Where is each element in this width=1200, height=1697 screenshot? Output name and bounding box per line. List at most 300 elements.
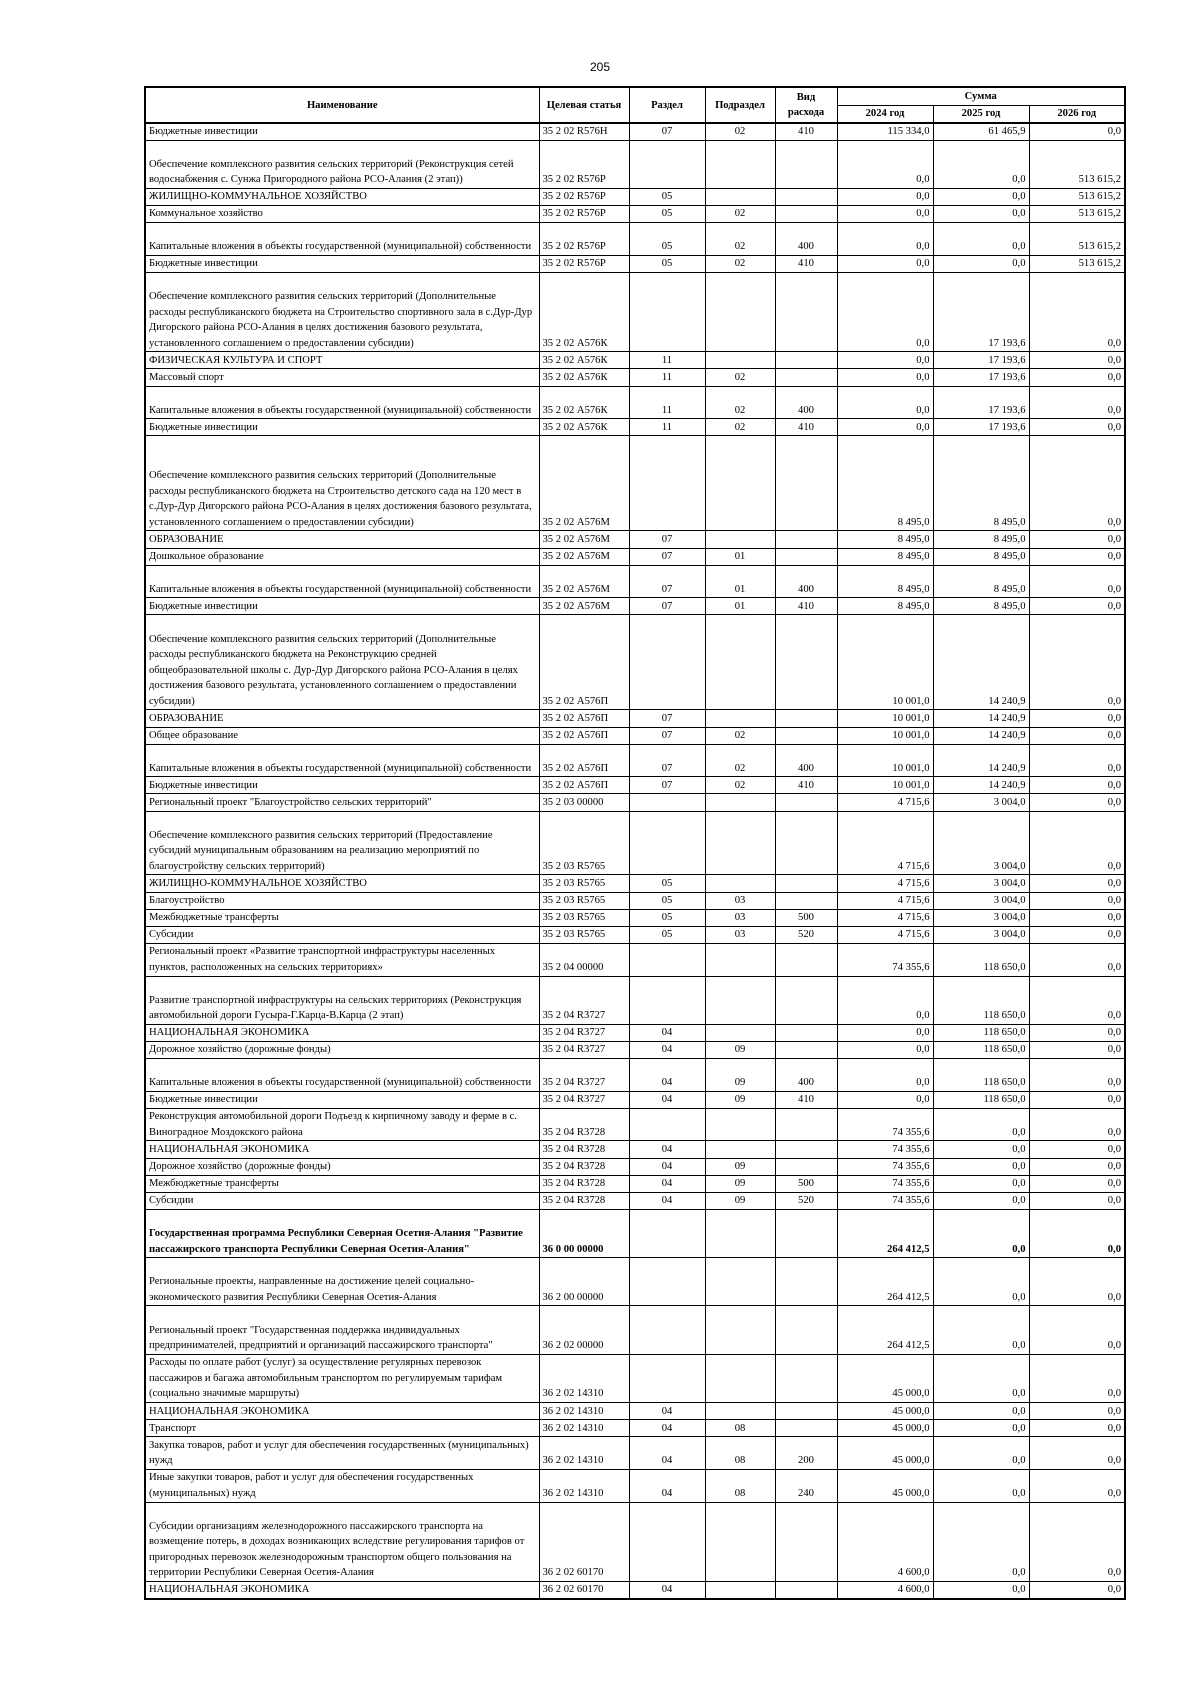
table-row xyxy=(145,1158,1125,1175)
cell-expense-type: 400 xyxy=(775,386,837,419)
cell-sum-2024: 0,0 xyxy=(837,223,933,256)
cell-section: 11 xyxy=(629,369,705,386)
cell-sum-2025: 0,0 xyxy=(933,1354,1029,1402)
cell-target-article: 35 2 02 R576Р xyxy=(539,205,629,222)
cell-name: Бюджетные инвестиции xyxy=(145,598,539,615)
cell-sum-2025: 118 650,0 xyxy=(933,976,1029,1024)
table-header xyxy=(145,87,1125,123)
cell-sum-2026: 0,0 xyxy=(1029,1502,1125,1582)
cell-sum-2024: 0,0 xyxy=(837,255,933,272)
cell-expense-type xyxy=(775,272,837,352)
cell-sum-2024: 8 495,0 xyxy=(837,548,933,565)
cell-sum-2026: 0,0 xyxy=(1029,436,1125,531)
cell-subsection: 08 xyxy=(705,1420,775,1437)
cell-target-article: 35 2 02 R576Р xyxy=(539,140,629,188)
table-row xyxy=(145,926,1125,943)
table-row xyxy=(145,1192,1125,1209)
cell-sum-2025: 0,0 xyxy=(933,1175,1029,1192)
table-row xyxy=(145,943,1125,976)
cell-subsection: 02 xyxy=(705,744,775,777)
cell-subsection: 02 xyxy=(705,727,775,744)
table-row xyxy=(145,1209,1125,1257)
cell-expense-type: 410 xyxy=(775,598,837,615)
cell-expense-type xyxy=(775,811,837,875)
cell-target-article: 35 2 03 R5765 xyxy=(539,926,629,943)
cell-section: 04 xyxy=(629,1024,705,1041)
cell-sum-2025: 3 004,0 xyxy=(933,926,1029,943)
cell-target-article: 36 2 00 00000 xyxy=(539,1258,629,1306)
cell-expense-type: 500 xyxy=(775,1175,837,1192)
cell-sum-2026: 0,0 xyxy=(1029,386,1125,419)
cell-section: 05 xyxy=(629,223,705,256)
cell-sum-2026: 0,0 xyxy=(1029,1058,1125,1091)
table-row xyxy=(145,1582,1125,1599)
cell-sum-2026: 0,0 xyxy=(1029,1141,1125,1158)
cell-target-article: 35 2 02 R576Р xyxy=(539,188,629,205)
cell-sum-2026: 0,0 xyxy=(1029,419,1125,436)
cell-expense-type xyxy=(775,1141,837,1158)
cell-sum-2024: 74 355,6 xyxy=(837,1158,933,1175)
cell-sum-2024: 264 412,5 xyxy=(837,1306,933,1354)
cell-target-article: 36 2 02 14310 xyxy=(539,1437,629,1470)
cell-section: 07 xyxy=(629,744,705,777)
cell-sum-2025: 14 240,9 xyxy=(933,710,1029,727)
cell-expense-type xyxy=(775,1258,837,1306)
cell-section: 07 xyxy=(629,727,705,744)
cell-expense-type: 400 xyxy=(775,1058,837,1091)
cell-subsection xyxy=(705,1306,775,1354)
cell-name: Расходы по оплате работ (услуг) за осуществление регулярных перевозок пассажиров и багажа автомобильным транспортом по регулируемым тарифам (социально значимые маршруты) xyxy=(145,1354,539,1402)
cell-expense-type: 240 xyxy=(775,1469,837,1502)
cell-section: 04 xyxy=(629,1091,705,1108)
cell-name: Региональные проекты, направленные на достижение целей социально-экономического развития Республики Северная Осетия-Алания xyxy=(145,1258,539,1306)
table-row xyxy=(145,1141,1125,1158)
cell-section: 05 xyxy=(629,875,705,892)
cell-subsection xyxy=(705,436,775,531)
cell-section: 04 xyxy=(629,1192,705,1209)
cell-sum-2025: 3 004,0 xyxy=(933,875,1029,892)
table-row xyxy=(145,255,1125,272)
cell-target-article: 35 2 02 А576П xyxy=(539,744,629,777)
cell-target-article: 35 2 04 R3728 xyxy=(539,1158,629,1175)
cell-expense-type xyxy=(775,1306,837,1354)
cell-target-article: 35 2 02 А576П xyxy=(539,710,629,727)
cell-subsection xyxy=(705,794,775,811)
table-row xyxy=(145,598,1125,615)
cell-sum-2024: 10 001,0 xyxy=(837,710,933,727)
cell-sum-2025: 0,0 xyxy=(933,1420,1029,1437)
cell-subsection: 02 xyxy=(705,205,775,222)
cell-sum-2026: 0,0 xyxy=(1029,1582,1125,1599)
cell-subsection: 02 xyxy=(705,123,775,140)
cell-section xyxy=(629,272,705,352)
cell-sum-2026: 0,0 xyxy=(1029,875,1125,892)
cell-subsection: 01 xyxy=(705,548,775,565)
cell-target-article: 35 2 02 А576М xyxy=(539,436,629,531)
table-row xyxy=(145,1058,1125,1091)
header-target-article: Целевая статья xyxy=(539,87,629,123)
cell-name: Дорожное хозяйство (дорожные фонды) xyxy=(145,1158,539,1175)
cell-sum-2026: 0,0 xyxy=(1029,272,1125,352)
cell-sum-2025: 17 193,6 xyxy=(933,369,1029,386)
cell-name: Закупка товаров, работ и услуг для обеспечения государственных (муниципальных) нужд xyxy=(145,1437,539,1470)
cell-name: ЖИЛИЩНО-КОММУНАЛЬНОЕ ХОЗЯЙСТВО xyxy=(145,875,539,892)
cell-sum-2025: 118 650,0 xyxy=(933,1041,1029,1058)
cell-sum-2024: 0,0 xyxy=(837,188,933,205)
cell-target-article: 36 2 02 14310 xyxy=(539,1403,629,1420)
cell-target-article: 35 2 02 А576К xyxy=(539,386,629,419)
cell-target-article: 35 2 02 А576К xyxy=(539,352,629,369)
cell-sum-2024: 8 495,0 xyxy=(837,565,933,598)
cell-expense-type xyxy=(775,1403,837,1420)
table-row xyxy=(145,436,1125,531)
cell-name: Региональный проект "Благоустройство сельских территорий" xyxy=(145,794,539,811)
cell-target-article: 35 2 04 R3728 xyxy=(539,1108,629,1141)
cell-sum-2024: 0,0 xyxy=(837,1058,933,1091)
cell-expense-type xyxy=(775,369,837,386)
cell-expense-type xyxy=(775,531,837,548)
cell-section: 04 xyxy=(629,1175,705,1192)
cell-sum-2025: 17 193,6 xyxy=(933,386,1029,419)
cell-sum-2024: 4 715,6 xyxy=(837,909,933,926)
cell-subsection: 01 xyxy=(705,598,775,615)
cell-sum-2026: 0,0 xyxy=(1029,943,1125,976)
cell-name: НАЦИОНАЛЬНАЯ ЭКОНОМИКА xyxy=(145,1582,539,1599)
cell-section: 07 xyxy=(629,548,705,565)
cell-subsection xyxy=(705,1403,775,1420)
cell-section xyxy=(629,436,705,531)
cell-target-article: 36 2 02 14310 xyxy=(539,1354,629,1402)
cell-subsection xyxy=(705,1354,775,1402)
cell-target-article: 35 2 03 00000 xyxy=(539,794,629,811)
cell-subsection xyxy=(705,943,775,976)
cell-sum-2024: 74 355,6 xyxy=(837,1141,933,1158)
cell-sum-2025: 3 004,0 xyxy=(933,811,1029,875)
table-row xyxy=(145,875,1125,892)
table-row xyxy=(145,1041,1125,1058)
cell-expense-type xyxy=(775,976,837,1024)
cell-subsection: 02 xyxy=(705,386,775,419)
cell-subsection xyxy=(705,272,775,352)
cell-subsection xyxy=(705,140,775,188)
cell-sum-2026: 0,0 xyxy=(1029,1258,1125,1306)
cell-expense-type xyxy=(775,188,837,205)
cell-sum-2024: 115 334,0 xyxy=(837,123,933,140)
cell-sum-2024: 4 715,6 xyxy=(837,892,933,909)
cell-name: Бюджетные инвестиции xyxy=(145,419,539,436)
cell-subsection: 03 xyxy=(705,926,775,943)
cell-expense-type xyxy=(775,710,837,727)
cell-sum-2026: 0,0 xyxy=(1029,369,1125,386)
cell-name: Обеспечение комплексного развития сельских территорий (Дополнительные расходы республиканского бюджета на Реконструкцию средней общеобразовательной школы с. Дур-Дур Дигорского района РСО-Алания в целях достижения базового результата, установленного соглашением о предоставлении субсидии) xyxy=(145,615,539,710)
cell-sum-2026: 0,0 xyxy=(1029,1041,1125,1058)
cell-expense-type xyxy=(775,1502,837,1582)
table-row xyxy=(145,794,1125,811)
cell-sum-2025: 14 240,9 xyxy=(933,777,1029,794)
cell-sum-2025: 17 193,6 xyxy=(933,272,1029,352)
cell-sum-2025: 61 465,9 xyxy=(933,123,1029,140)
cell-sum-2024: 264 412,5 xyxy=(837,1209,933,1257)
cell-name: Массовый спорт xyxy=(145,369,539,386)
cell-subsection xyxy=(705,1108,775,1141)
cell-sum-2024: 74 355,6 xyxy=(837,1108,933,1141)
cell-sum-2024: 0,0 xyxy=(837,1091,933,1108)
cell-sum-2026: 0,0 xyxy=(1029,1437,1125,1470)
cell-sum-2026: 513 615,2 xyxy=(1029,205,1125,222)
cell-name: Развитие транспортной инфраструктуры на сельских территориях (Реконструкция автомобильной дороги Гусыра-Г.Карца-В.Карца (2 этап) xyxy=(145,976,539,1024)
cell-expense-type: 400 xyxy=(775,744,837,777)
header-name: Наименование xyxy=(145,87,539,123)
cell-sum-2025: 0,0 xyxy=(933,1437,1029,1470)
cell-expense-type xyxy=(775,140,837,188)
cell-section: 04 xyxy=(629,1403,705,1420)
cell-section: 05 xyxy=(629,909,705,926)
cell-target-article: 35 2 04 R3728 xyxy=(539,1141,629,1158)
cell-sum-2025: 0,0 xyxy=(933,1141,1029,1158)
cell-target-article: 35 2 03 R5765 xyxy=(539,892,629,909)
cell-target-article: 35 2 02 А576К xyxy=(539,369,629,386)
cell-sum-2024: 4 600,0 xyxy=(837,1502,933,1582)
cell-subsection: 09 xyxy=(705,1192,775,1209)
cell-target-article: 35 2 02 А576М xyxy=(539,565,629,598)
cell-sum-2025: 3 004,0 xyxy=(933,909,1029,926)
table-row xyxy=(145,531,1125,548)
cell-sum-2026: 0,0 xyxy=(1029,744,1125,777)
cell-expense-type xyxy=(775,1108,837,1141)
cell-subsection: 02 xyxy=(705,419,775,436)
cell-section: 04 xyxy=(629,1041,705,1058)
table-row xyxy=(145,188,1125,205)
cell-section: 04 xyxy=(629,1158,705,1175)
cell-sum-2026: 513 615,2 xyxy=(1029,255,1125,272)
cell-name: Обеспечение комплексного развития сельских территорий (Дополнительные расходы республиканского бюджета на Строительство спортивного зала в с.Дур-Дур Дигорского района РСО-Алания в целях достижения базового результата, установленного соглашением о предоставлении субсидии) xyxy=(145,272,539,352)
cell-name: ОБРАЗОВАНИЕ xyxy=(145,710,539,727)
table-row xyxy=(145,976,1125,1024)
cell-target-article: 36 0 00 00000 xyxy=(539,1209,629,1257)
table-row xyxy=(145,369,1125,386)
cell-expense-type: 520 xyxy=(775,1192,837,1209)
cell-sum-2024: 0,0 xyxy=(837,369,933,386)
cell-sum-2024: 10 001,0 xyxy=(837,777,933,794)
cell-sum-2025: 118 650,0 xyxy=(933,1024,1029,1041)
cell-sum-2024: 0,0 xyxy=(837,1041,933,1058)
cell-target-article: 35 2 02 А576П xyxy=(539,615,629,710)
table-row xyxy=(145,892,1125,909)
cell-sum-2025: 0,0 xyxy=(933,188,1029,205)
table-row xyxy=(145,548,1125,565)
cell-sum-2024: 8 495,0 xyxy=(837,531,933,548)
cell-sum-2024: 4 715,6 xyxy=(837,811,933,875)
cell-sum-2026: 513 615,2 xyxy=(1029,223,1125,256)
cell-subsection: 02 xyxy=(705,223,775,256)
cell-section: 07 xyxy=(629,565,705,598)
cell-sum-2025: 14 240,9 xyxy=(933,744,1029,777)
cell-name: Капитальные вложения в объекты государственной (муниципальной) собственности xyxy=(145,386,539,419)
cell-subsection: 03 xyxy=(705,909,775,926)
cell-sum-2025: 0,0 xyxy=(933,205,1029,222)
table-row xyxy=(145,1258,1125,1306)
cell-expense-type xyxy=(775,1420,837,1437)
cell-expense-type: 410 xyxy=(775,255,837,272)
cell-sum-2024: 0,0 xyxy=(837,272,933,352)
cell-sum-2024: 4 600,0 xyxy=(837,1582,933,1599)
cell-name: Общее образование xyxy=(145,727,539,744)
cell-expense-type: 200 xyxy=(775,1437,837,1470)
cell-section xyxy=(629,140,705,188)
cell-section: 04 xyxy=(629,1141,705,1158)
cell-sum-2025: 0,0 xyxy=(933,255,1029,272)
cell-section: 04 xyxy=(629,1582,705,1599)
cell-expense-type xyxy=(775,548,837,565)
cell-sum-2026: 0,0 xyxy=(1029,976,1125,1024)
cell-sum-2026: 0,0 xyxy=(1029,352,1125,369)
cell-name: Межбюджетные трансферты xyxy=(145,909,539,926)
cell-sum-2024: 45 000,0 xyxy=(837,1437,933,1470)
cell-subsection xyxy=(705,811,775,875)
cell-section: 07 xyxy=(629,598,705,615)
cell-sum-2026: 0,0 xyxy=(1029,548,1125,565)
cell-sum-2025: 0,0 xyxy=(933,223,1029,256)
cell-expense-type xyxy=(775,205,837,222)
cell-name: Субсидии xyxy=(145,1192,539,1209)
cell-expense-type: 410 xyxy=(775,1091,837,1108)
table-row xyxy=(145,1420,1125,1437)
cell-subsection: 02 xyxy=(705,255,775,272)
cell-subsection: 01 xyxy=(705,565,775,598)
cell-sum-2025: 17 193,6 xyxy=(933,419,1029,436)
cell-sum-2024: 4 715,6 xyxy=(837,875,933,892)
cell-name: Субсидии организациям железнодорожного пассажирского транспорта на возмещение потерь, в доходах возникающих вследствие регулирования тарифов от пригородных перевозок железнодорожным транспортом общего пользования на территории Республики Северная Осетия-Алания xyxy=(145,1502,539,1582)
cell-target-article: 35 2 04 R3727 xyxy=(539,976,629,1024)
table-row xyxy=(145,223,1125,256)
cell-section xyxy=(629,1306,705,1354)
cell-sum-2025: 118 650,0 xyxy=(933,943,1029,976)
table-row xyxy=(145,140,1125,188)
cell-section: 04 xyxy=(629,1058,705,1091)
cell-sum-2024: 4 715,6 xyxy=(837,794,933,811)
cell-name: Дошкольное образование xyxy=(145,548,539,565)
cell-subsection: 08 xyxy=(705,1469,775,1502)
cell-target-article: 35 2 03 R5765 xyxy=(539,875,629,892)
cell-subsection xyxy=(705,1502,775,1582)
table-row xyxy=(145,1024,1125,1041)
table-row xyxy=(145,710,1125,727)
table-row xyxy=(145,1469,1125,1502)
cell-expense-type xyxy=(775,892,837,909)
cell-name: Капитальные вложения в объекты государственной (муниципальной) собственности xyxy=(145,744,539,777)
cell-sum-2025: 14 240,9 xyxy=(933,727,1029,744)
cell-sum-2025: 118 650,0 xyxy=(933,1091,1029,1108)
cell-name: Дорожное хозяйство (дорожные фонды) xyxy=(145,1041,539,1058)
cell-subsection xyxy=(705,1209,775,1257)
page-number: 205 xyxy=(589,60,611,74)
cell-expense-type: 520 xyxy=(775,926,837,943)
cell-sum-2026: 0,0 xyxy=(1029,1024,1125,1041)
cell-name: Межбюджетные трансферты xyxy=(145,1175,539,1192)
cell-sum-2025: 0,0 xyxy=(933,1306,1029,1354)
cell-sum-2025: 0,0 xyxy=(933,1158,1029,1175)
header-year-2024: 2024 год xyxy=(837,105,933,123)
cell-name: ЖИЛИЩНО-КОММУНАЛЬНОЕ ХОЗЯЙСТВО xyxy=(145,188,539,205)
cell-name: Субсидии xyxy=(145,926,539,943)
cell-sum-2024: 45 000,0 xyxy=(837,1420,933,1437)
cell-target-article: 35 2 02 R576Н xyxy=(539,123,629,140)
cell-expense-type xyxy=(775,1024,837,1041)
cell-section: 07 xyxy=(629,777,705,794)
cell-sum-2026: 0,0 xyxy=(1029,892,1125,909)
cell-target-article: 36 2 02 60170 xyxy=(539,1582,629,1599)
cell-target-article: 36 2 02 14310 xyxy=(539,1420,629,1437)
cell-expense-type xyxy=(775,1354,837,1402)
cell-sum-2026: 0,0 xyxy=(1029,1158,1125,1175)
table-row xyxy=(145,1354,1125,1402)
cell-sum-2025: 17 193,6 xyxy=(933,352,1029,369)
cell-sum-2025: 0,0 xyxy=(933,1469,1029,1502)
cell-name: Коммунальное хозяйство xyxy=(145,205,539,222)
cell-subsection xyxy=(705,531,775,548)
table-row xyxy=(145,1502,1125,1582)
cell-section: 07 xyxy=(629,710,705,727)
cell-sum-2026: 0,0 xyxy=(1029,1091,1125,1108)
cell-subsection: 09 xyxy=(705,1058,775,1091)
cell-section: 04 xyxy=(629,1469,705,1502)
cell-target-article: 35 2 02 А576М xyxy=(539,531,629,548)
cell-sum-2025: 0,0 xyxy=(933,1502,1029,1582)
cell-subsection xyxy=(705,1141,775,1158)
cell-subsection xyxy=(705,710,775,727)
cell-expense-type: 410 xyxy=(775,777,837,794)
table-row xyxy=(145,1175,1125,1192)
budget-table xyxy=(144,86,1126,1600)
cell-sum-2025: 14 240,9 xyxy=(933,615,1029,710)
cell-section: 05 xyxy=(629,926,705,943)
cell-name: Бюджетные инвестиции xyxy=(145,1091,539,1108)
cell-target-article: 35 2 03 R5765 xyxy=(539,811,629,875)
cell-sum-2025: 0,0 xyxy=(933,1403,1029,1420)
cell-section xyxy=(629,1209,705,1257)
cell-sum-2025: 0,0 xyxy=(933,140,1029,188)
cell-subsection: 03 xyxy=(705,892,775,909)
cell-sum-2025: 8 495,0 xyxy=(933,531,1029,548)
cell-expense-type xyxy=(775,727,837,744)
cell-sum-2024: 10 001,0 xyxy=(837,744,933,777)
cell-subsection: 09 xyxy=(705,1175,775,1192)
cell-target-article: 35 2 03 R5765 xyxy=(539,909,629,926)
cell-sum-2025: 0,0 xyxy=(933,1258,1029,1306)
cell-sum-2024: 10 001,0 xyxy=(837,615,933,710)
cell-sum-2025: 8 495,0 xyxy=(933,548,1029,565)
cell-expense-type xyxy=(775,794,837,811)
cell-subsection xyxy=(705,615,775,710)
cell-sum-2026: 0,0 xyxy=(1029,123,1125,140)
header-year-2025: 2025 год xyxy=(933,105,1029,123)
cell-section: 05 xyxy=(629,255,705,272)
cell-sum-2024: 0,0 xyxy=(837,976,933,1024)
cell-subsection: 02 xyxy=(705,777,775,794)
cell-sum-2026: 0,0 xyxy=(1029,1420,1125,1437)
table-row xyxy=(145,909,1125,926)
cell-sum-2024: 0,0 xyxy=(837,386,933,419)
cell-sum-2026: 0,0 xyxy=(1029,1354,1125,1402)
cell-name: Благоустройство xyxy=(145,892,539,909)
cell-section xyxy=(629,976,705,1024)
cell-sum-2025: 3 004,0 xyxy=(933,794,1029,811)
cell-sum-2026: 0,0 xyxy=(1029,727,1125,744)
cell-sum-2025: 8 495,0 xyxy=(933,598,1029,615)
cell-sum-2025: 118 650,0 xyxy=(933,1058,1029,1091)
cell-sum-2026: 0,0 xyxy=(1029,794,1125,811)
table-row xyxy=(145,272,1125,352)
